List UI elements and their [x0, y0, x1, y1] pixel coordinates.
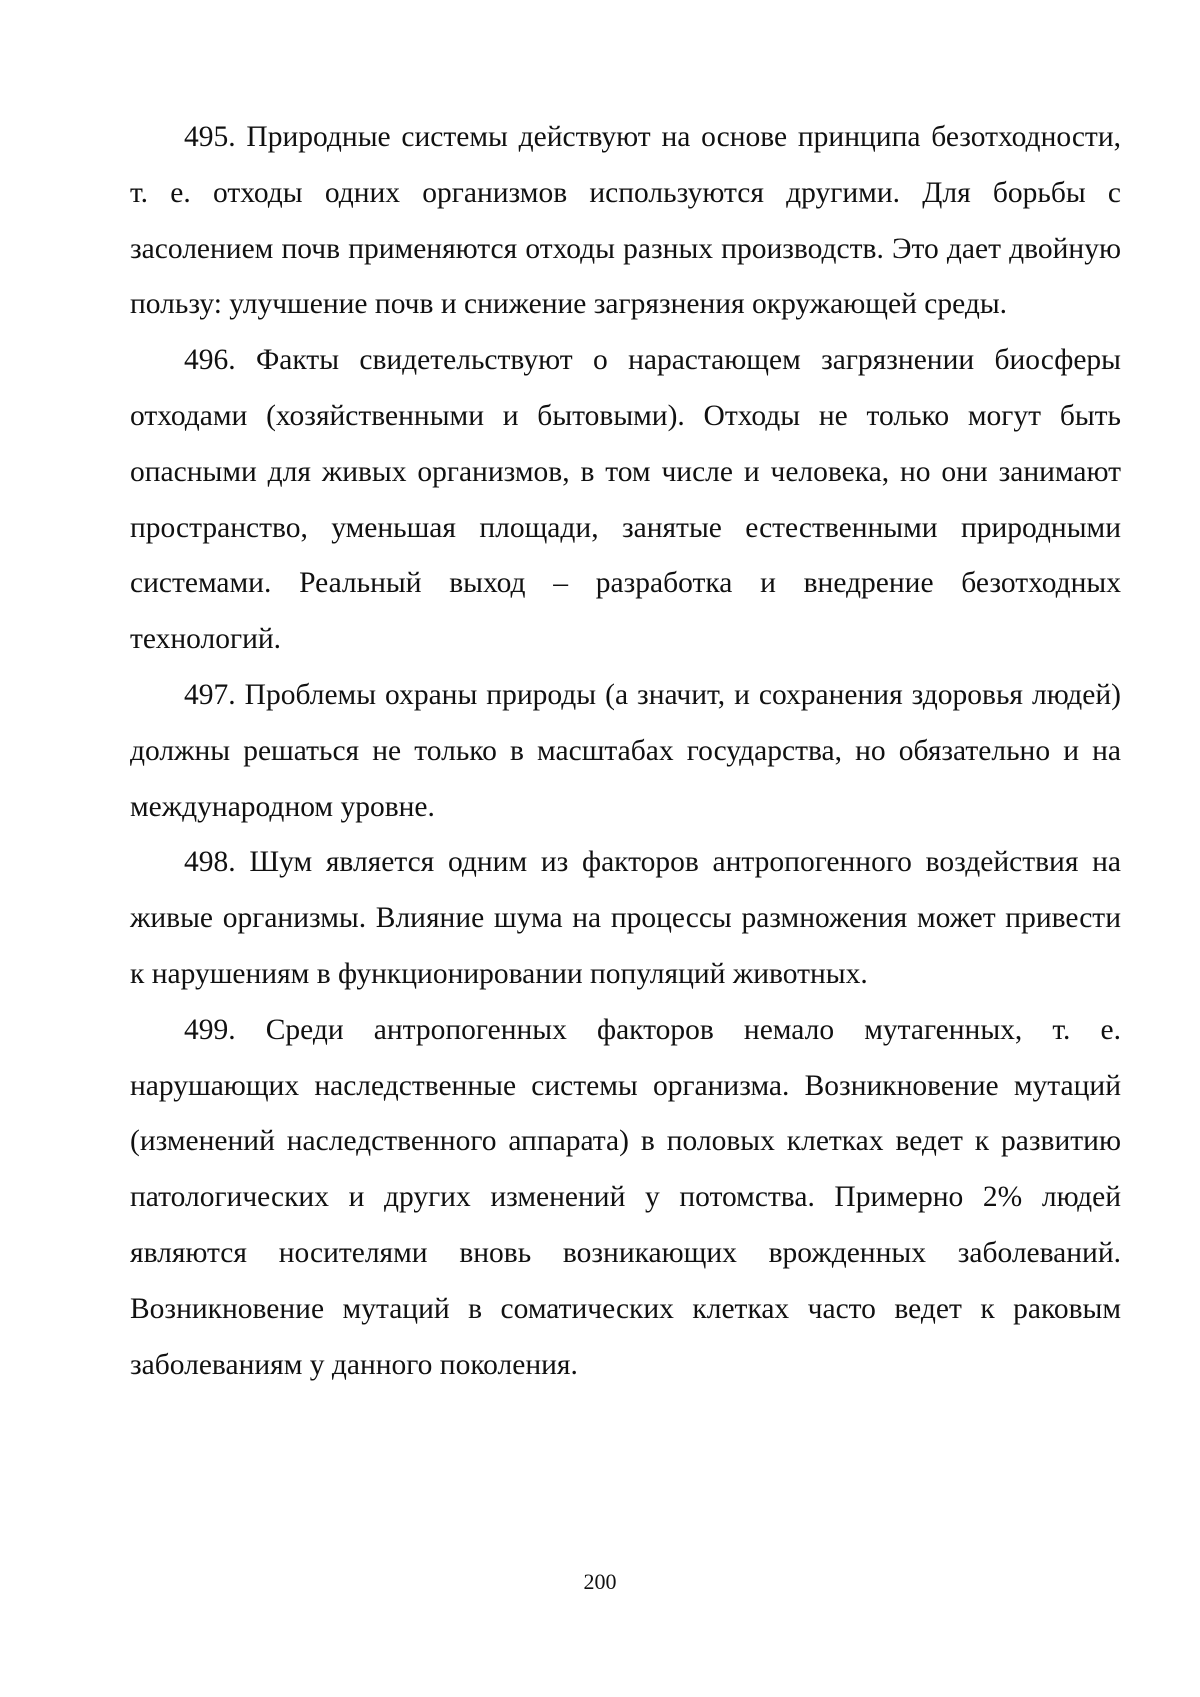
paragraph-498: 498. Шум является одним из факторов антропогенного воздействия на живые организмы. Влияние шума на процессы размножения может привести к нарушениям в функционировании популяций животных.	[130, 846, 1121, 990]
page-number: 200	[583, 1569, 617, 1594]
paragraph-499: 499. Среди антропогенных факторов немало мутагенных, т. е. нарушающих наследственные системы организма. Возникновение мутаций (изменений наследственного аппарата) в половых клетках ведет к развитию патологических и других изменений у потомства. Примерно 2% людей являются носителями вновь возникающих врожденных заболеваний. Возникновение мутаций в соматических клетках часто ведет к раковым заболеваниям у данного поколения.	[130, 1013, 1121, 1381]
page-body	[130, 110, 1121, 1393]
paragraph-495: 495. Природные системы действуют на основе принципа безотходности, т. е. отходы одних организмов используются другими. Для борьбы с засолением почв применяются отходы разных производств. Это дает двойную пользу: улучшение почв и снижение загрязнения окружающей среды.	[130, 121, 1121, 321]
paragraph-496: 496. Факты свидетельствуют о нарастающем загрязнении биосферы отходами (хозяйственными и бытовыми). Отходы не только могут быть опасными для живых организмов, в том числе и человека, но они занимают пространство, уменьшая площади, занятые естественными природными системами. Реальный выход – разработка и внедрение безотходных технологий.	[130, 344, 1121, 656]
paragraph-497: 497. Проблемы охраны природы (а значит, и сохранения здоровья людей) должны решаться не только в масштабах государства, но обязательно и на международном уровне.	[130, 678, 1121, 823]
